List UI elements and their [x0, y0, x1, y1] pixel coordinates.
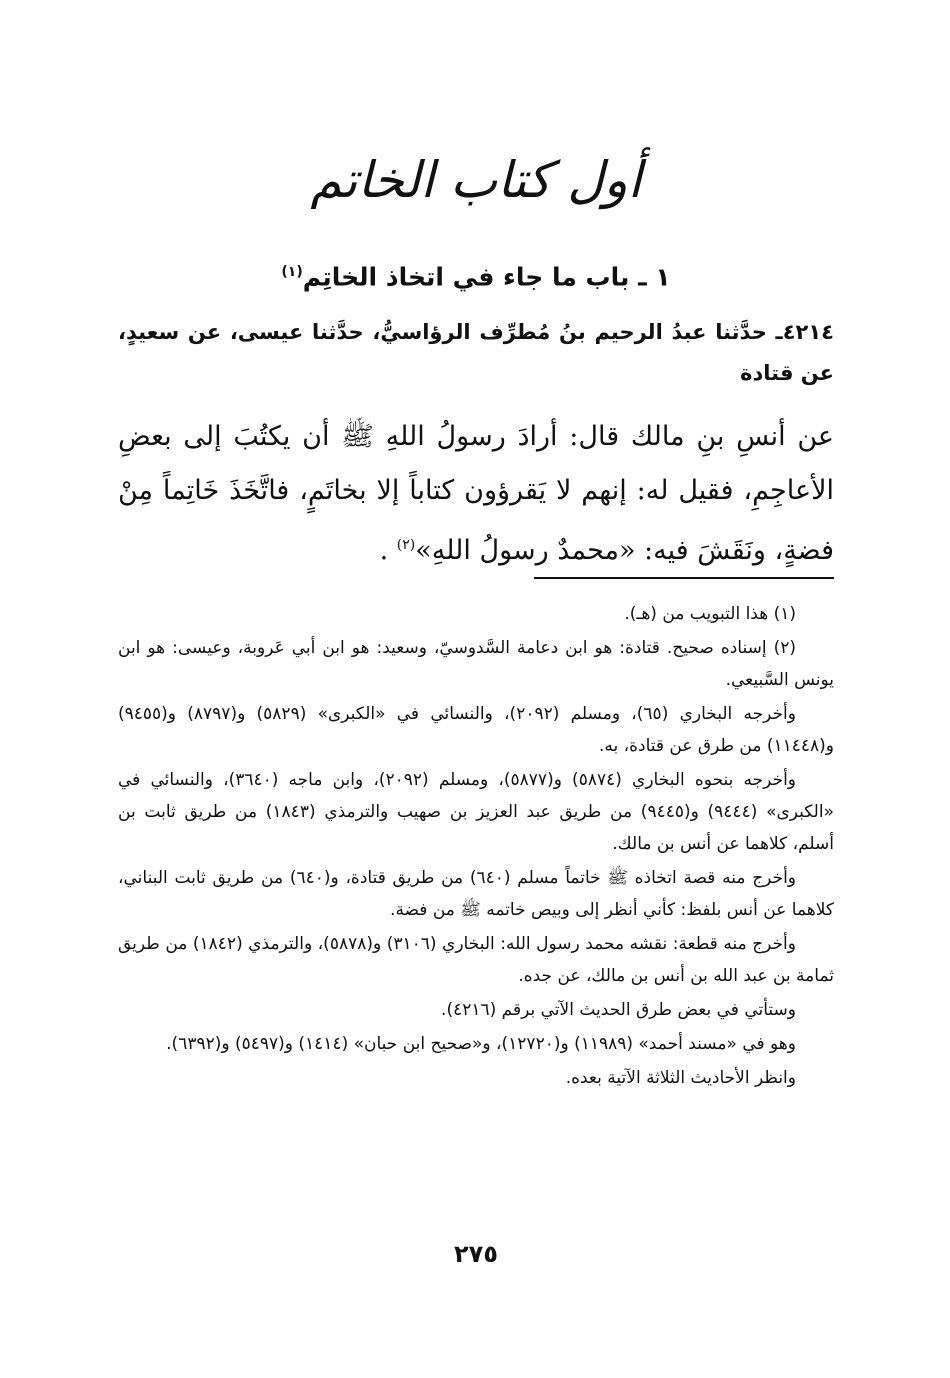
footnote: وأخرج منه قصة اتخاذه ﷺ خاتماً مسلم (٦٤٠) من طريق قتادة، و(٦٤٠) من طريق ثابت البناني، كلاهما عن أنس بلفظ: كأني أنظر إلى وبيص خاتمه ﷺ من فضة. — [118, 868, 834, 920]
book-title: أول كتاب الخاتم — [310, 151, 642, 209]
footnote: وانظر الأحاديث الثلاثة الآتية بعده. — [565, 1068, 796, 1088]
chapter-footnote-ref: (١) — [281, 264, 303, 280]
footnote: (١) هذا التبويب من (هـ). — [624, 604, 796, 624]
chapter-heading-text: ١ ـ باب ما جاء في اتخاذ الخاتِم — [302, 262, 671, 292]
footnote: وأخرجه البخاري (٦٥)، ومسلم (٢٠٩٢)، والنسائي في «الكبرى» (٥٨٢٩) و(٨٧٩٧) و(٩٤٥٥) و(١١٤٤٨) من طرق عن قتادة، به. — [118, 704, 834, 756]
footnote: وأخرج منه قطعة: نقشه محمد رسول الله: البخاري (٣١٠٦) و(٥٨٧٨)، والترمذي (١٨٤٢) من طريق ثمامة بن عبد الله بن أنس بن مالك، عن جده. — [118, 934, 834, 986]
footnote: وستأتي في بعض طرق الحديث الآتي برقم (٤٢١٦). — [441, 1000, 796, 1020]
footnote-separator — [534, 577, 834, 579]
hadith-footnote-ref: (٢) — [396, 537, 416, 553]
hadith-text: عن أنسِ بنِ مالك قال: أرادَ رسولُ اللهِ ﷺ أن يكتُبَ إلى بعضِ الأعاجِمِ، فقيل له: إنهم لا يَقرؤون كتاباً إلا بخاتَمٍ، فاتَّخَذَ خَاتِماً مِنْ فضةٍ، ونَقَشَ فيه: «محمدٌ رسولُ اللهِ» — [118, 421, 834, 566]
footnote: (٢) إسناده صحيح. قتادة: هو ابن دعامة السَّدوسيّ، وسعيد: هو ابن أبي عَروبة، وعيسى: هو ابن يونس السَّبيعي. — [118, 638, 834, 690]
chapter-heading — [118, 250, 834, 299]
footnote: وأخرجه بنحوه البخاري (٥٨٧٤) و(٥٨٧٧)، ومسلم (٢٠٩٢)، وابن ماجه (٣٦٤٠)، والنسائي في «الكبرى» (٩٤٤٤) و(٩٤٤٥) من طريق عبد العزيز بن صهيب والترمذي (١٨٤٣) من طريق ثابت بن أسلم، كلاهما عن أنس بن مالك. — [118, 770, 834, 854]
footnotes — [118, 598, 834, 1096]
hadith-end: . — [379, 535, 389, 566]
hadith-matn — [118, 410, 834, 578]
page-number: ٢٧٥ — [454, 1240, 498, 1268]
footnote: وهو في «مسند أحمد» (١١٩٨٩) و(١٢٧٢٠)، و«صحيح ابن حبان» (١٤١٤) و(٥٤٩٧) و(٦٣٩٢). — [166, 1034, 796, 1054]
book-page — [118, 0, 834, 1378]
hadith-isnad: ٤٢١٤ـ حدَّثنا عبدُ الرحيم بنُ مُطرِّف الرؤاسيُّ، حدَّثنا عيسى، عن سعيدٍ، عن قتادة — [118, 320, 834, 385]
